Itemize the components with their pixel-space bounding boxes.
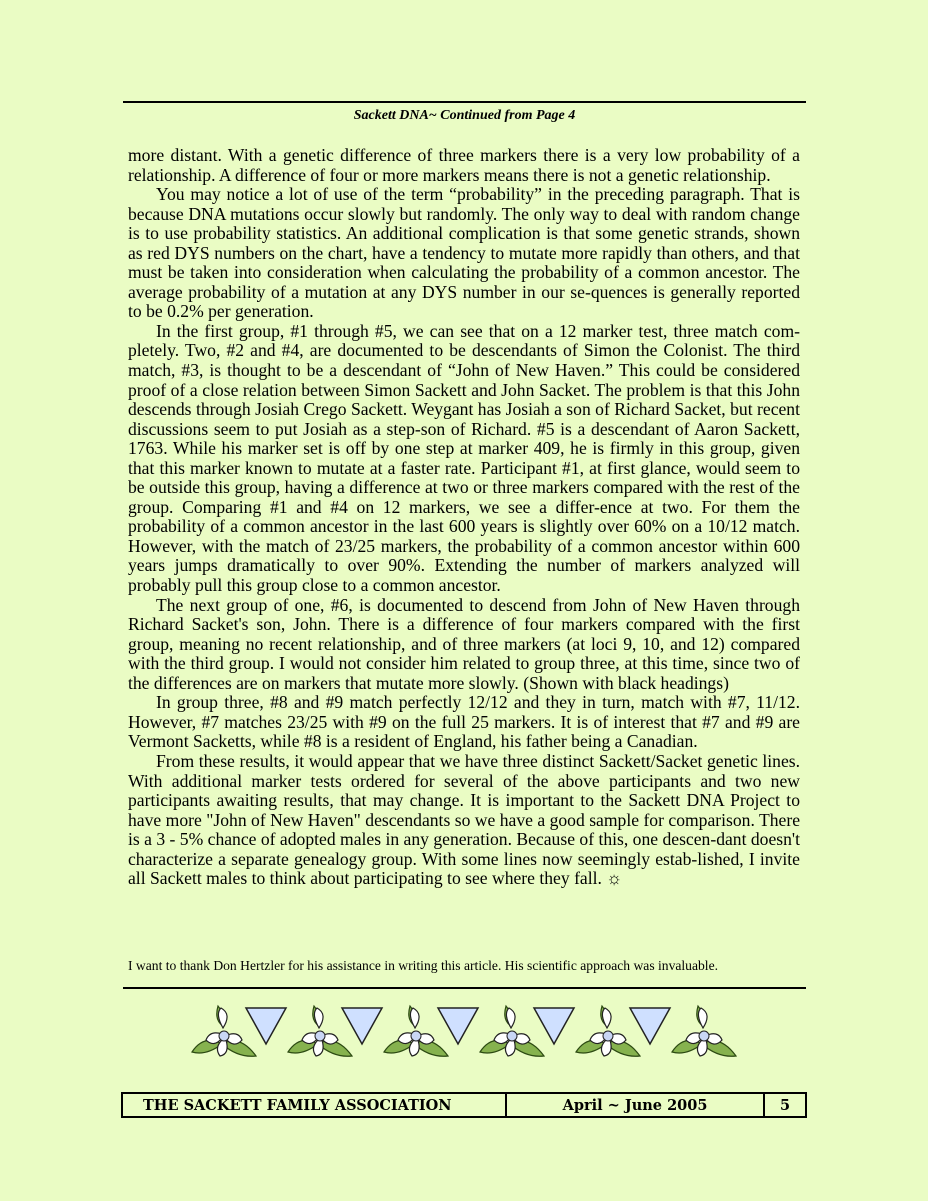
trillium-flower-icon bbox=[576, 1006, 640, 1056]
triangle-pennant-icon bbox=[438, 1008, 478, 1044]
footer-page-number: 5 bbox=[779, 1096, 791, 1114]
paragraph: You may notice a lot of use of the term “probability” in the preceding paragraph. That is because DNA mutations occur slowly but randomly. The only way to deal with random change is to use probability statistics. An additional complication is that some genetic strands, shown as red DYS numbers on the chart, have a tendency to mutate more rapidly than others, and that must be taken into consideration when calculating the probability of a common ancestor. The average probability of a mutation at any DYS number in our se-quences is generally reported to be 0.2% per generation. bbox=[128, 184, 800, 322]
triangle-pennant-icon bbox=[534, 1008, 574, 1044]
continued-header: Sackett DNA~ Continued from Page 4 bbox=[353, 108, 576, 123]
top-divider bbox=[123, 101, 806, 103]
paragraph: From these results, it would appear that we have three distinct Sackett/Sacket genetic lines. With additional marker tests ordered for several of the above participants and two new participants awaiting results, that may change. It is important to the Sackett DNA Project to have more "John of New Haven" descendants so we have a good sample for comparison. There is a 3 - 5% chance of adopted males in any generation. Because of this, one descen-dant doesn't characterize a separate genealogy group. With some lines now seemingly estab-lished, I invite all Sackett males to think about participating to see where they fall. ☼ bbox=[128, 750, 800, 889]
article-body bbox=[128, 146, 800, 889]
page-footer bbox=[121, 1092, 807, 1118]
paragraph: more distant. With a genetic difference of three markers there is a very low probability of a relationship. A difference of four or more markers means there is not a genetic relationship. bbox=[128, 145, 800, 185]
trillium-flower-icon bbox=[672, 1006, 736, 1056]
paragraph: In group three, #8 and #9 match perfectly 12/12 and they in turn, match with #7, 11/12. However, #7 matches 23/25 with #9 on the full 25 markers. It is of interest that #7 and #9 are Vermont Sacketts, while #8 is a resident of England, his father being a Canadian. bbox=[128, 692, 800, 752]
trillium-flower-icon bbox=[480, 1006, 544, 1056]
paragraph: The next group of one, #6, is documented to descend from John of New Haven through Richard Sacket's son, John. There is a difference of four markers compared with the first group, meaning no recent relationship, and of three markers (at loci 9, 10, and 12) compared with the third group. I would not consider him related to group three, at this time, since two of the differences are on markers that mutate more slowly. (Shown with black headings) bbox=[128, 594, 800, 693]
trillium-flower-icon bbox=[192, 1006, 256, 1056]
trillium-flower-icon bbox=[384, 1006, 448, 1056]
bottom-divider bbox=[123, 987, 806, 989]
triangle-pennant-icon bbox=[342, 1008, 382, 1044]
decorative-border bbox=[188, 1000, 748, 1070]
triangle-pennant-icon bbox=[246, 1008, 286, 1044]
triangle-pennant-icon bbox=[630, 1008, 670, 1044]
footer-issue-date: April ~ June 2005 bbox=[507, 1094, 765, 1116]
paragraph: In the first group, #1 through #5, we can see that on a 12 marker test, three match com-pletely. Two, #2 and #4, are documented to be descendants of Simon the Colonist. The third match, #3, is thought to be a descendant of “John of New Haven.” This could be considered proof of a close relation between Simon Sackett and John Sacket. The problem is that this John descends through Josiah Crego Sackett. Weygant has Josiah a son of Richard Sacket, but recent discussions seem to put Josiah as a step-son of Richard. #5 is a descendant of Aaron Sackett, 1763. While his marker set is off by one step at marker 409, he is firmly in this group, given that this marker known to mutate at a faster rate. Participant #1, at first glance, would seem to be outside this group, having a difference at two or three markers compared with the rest of the group. Comparing #1 and #4 on 12 markers, we see a differ-ence at two. For them the probability of a common ancestor in the last 600 years is slightly over 60% on a 10/12 match. However, with the match of 23/25 markers, the probability of a common ancestor within 600 years jumps dramatically to over 90%. Extending the number of markers analyzed will probably pull this group close to a common ancestor. bbox=[128, 320, 800, 596]
footer-publication: THE SACKETT FAMILY ASSOCIATION bbox=[123, 1094, 507, 1116]
trillium-flower-icon bbox=[288, 1006, 352, 1056]
acknowledgement: I want to thank Don Hertzler for his assistance in writing this article. His scientific approach was invaluable. bbox=[128, 958, 719, 973]
